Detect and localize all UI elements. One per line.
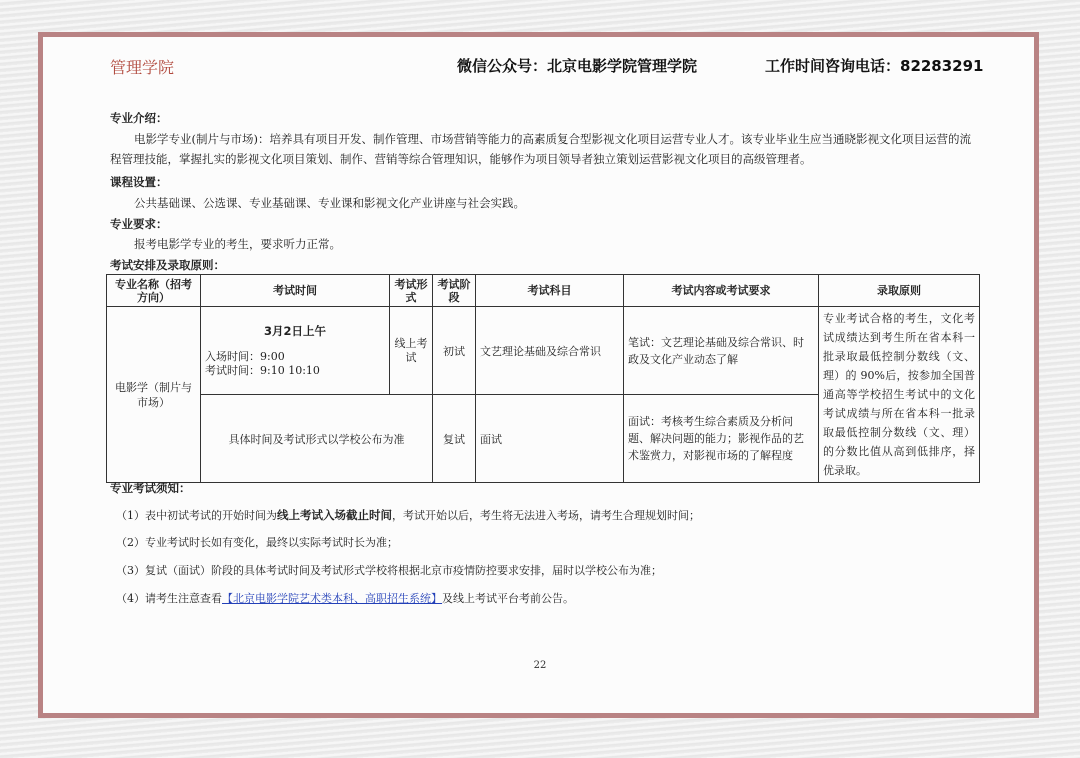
- initial-entry-time: 入场时间：9:00: [205, 349, 285, 363]
- requirements-text: 报考电影学专业的考生，要求听力正常。: [134, 237, 341, 251]
- table-heading: 考试安排及录取原则：: [110, 258, 225, 272]
- note-3: （3）复试（面试）阶段的具体考试时间及考试形式学校将根据北京市疫情防控要求安排，届时以学校公布为准；: [116, 564, 662, 577]
- page-header: [0, 55, 1080, 79]
- initial-date: 3月2日上午: [263, 323, 326, 338]
- col-content: 考试内容或考试要求: [624, 275, 819, 307]
- initial-content: 笔试：文艺理论基础及综合常识、时政及文化产业动态了解: [624, 307, 819, 395]
- col-time: 考试时间: [201, 275, 390, 307]
- table-header-row: [107, 275, 980, 307]
- note-1: [116, 505, 700, 526]
- college-name: 管理学院: [110, 58, 175, 77]
- retest-stage: 复试: [433, 395, 476, 483]
- col-major: 专业名称（招考方向）: [107, 275, 201, 307]
- contact-phone: 工作时间咨询电话：82283291: [765, 57, 984, 75]
- wechat-account: 微信公众号：北京电影学院管理学院: [457, 57, 698, 75]
- retest-content: 面试：考核考生综合素质及分析问题、解决问题的能力；影视作品的艺术鉴赏力，对影视市场的了解程度: [624, 395, 819, 483]
- admission-system-link[interactable]: 【北京电影学院艺术类本科、高职招生系统】: [222, 592, 442, 605]
- intro-heading: 专业介绍：: [110, 111, 168, 125]
- exam-table: [106, 274, 980, 483]
- initial-form: 线上考试: [390, 307, 433, 395]
- retest-time: 具体时间及考试形式以学校公布为准: [201, 395, 433, 483]
- initial-stage: 初试: [433, 307, 476, 395]
- requirements-heading: 专业要求：: [110, 217, 168, 231]
- page-number: 22: [533, 660, 547, 671]
- major-cell: 电影学（制片与市场）: [107, 307, 201, 483]
- note-4-pre: （4）请考生注意查看: [116, 592, 222, 605]
- initial-exam-time: 考试时间：9:10 10:10: [205, 363, 320, 377]
- intro-text: 电影学专业(制片与市场)：培养具有项目开发、制作管理、市场营销等能力的高素质复合型影视文化项目运营专业人才。该专业毕业生应当通晓影视文化项目运营的流程管理技能，掌握扎实的影视文化项目策划、制作、营销等综合管理知识，能够作为项目领导者独立策划运营影视文化项目的高级管理者。: [110, 132, 971, 166]
- note-1-pre: （1）表中初试考试的开始时间为: [116, 509, 277, 522]
- note-2: （2）专业考试时长如有变化，最终以实际考试时长为准；: [116, 536, 398, 549]
- retest-subject: 面试: [476, 395, 624, 483]
- col-admission: 录取原则: [819, 275, 980, 307]
- note-1-bold: 线上考试入场截止时间: [277, 508, 392, 522]
- note-1-post: ，考试开始以后，考生将无法进入考场，请考生合理规划时间；: [392, 509, 700, 522]
- note-4: [116, 589, 574, 609]
- col-subject: 考试科目: [476, 275, 624, 307]
- initial-time-cell: [201, 307, 390, 395]
- col-stage: 考试阶段: [433, 275, 476, 307]
- note-4-post: 及线上考试平台考前公告。: [442, 592, 574, 605]
- admission-rule: 专业考试合格的考生，文化考试成绩达到考生所在省本科一批录取最低控制分数线（文、理）的 90%后，按参加全国普通高等学校招生考试中的文化考试成绩与所在省本科一批录取最低控制分数线（文、理）的分数比值从高到低排序，择优录取。: [819, 307, 980, 483]
- initial-subject: 文艺理论基础及综合常识: [476, 307, 624, 395]
- notes-heading: 专业考试须知：: [110, 481, 191, 495]
- table-row-initial: [107, 307, 980, 395]
- courses-text: 公共基础课、公选课、专业基础课、专业课和影视文化产业讲座与社会实践。: [134, 196, 525, 210]
- col-form: 考试形式: [390, 275, 433, 307]
- courses-heading: 课程设置：: [110, 175, 168, 189]
